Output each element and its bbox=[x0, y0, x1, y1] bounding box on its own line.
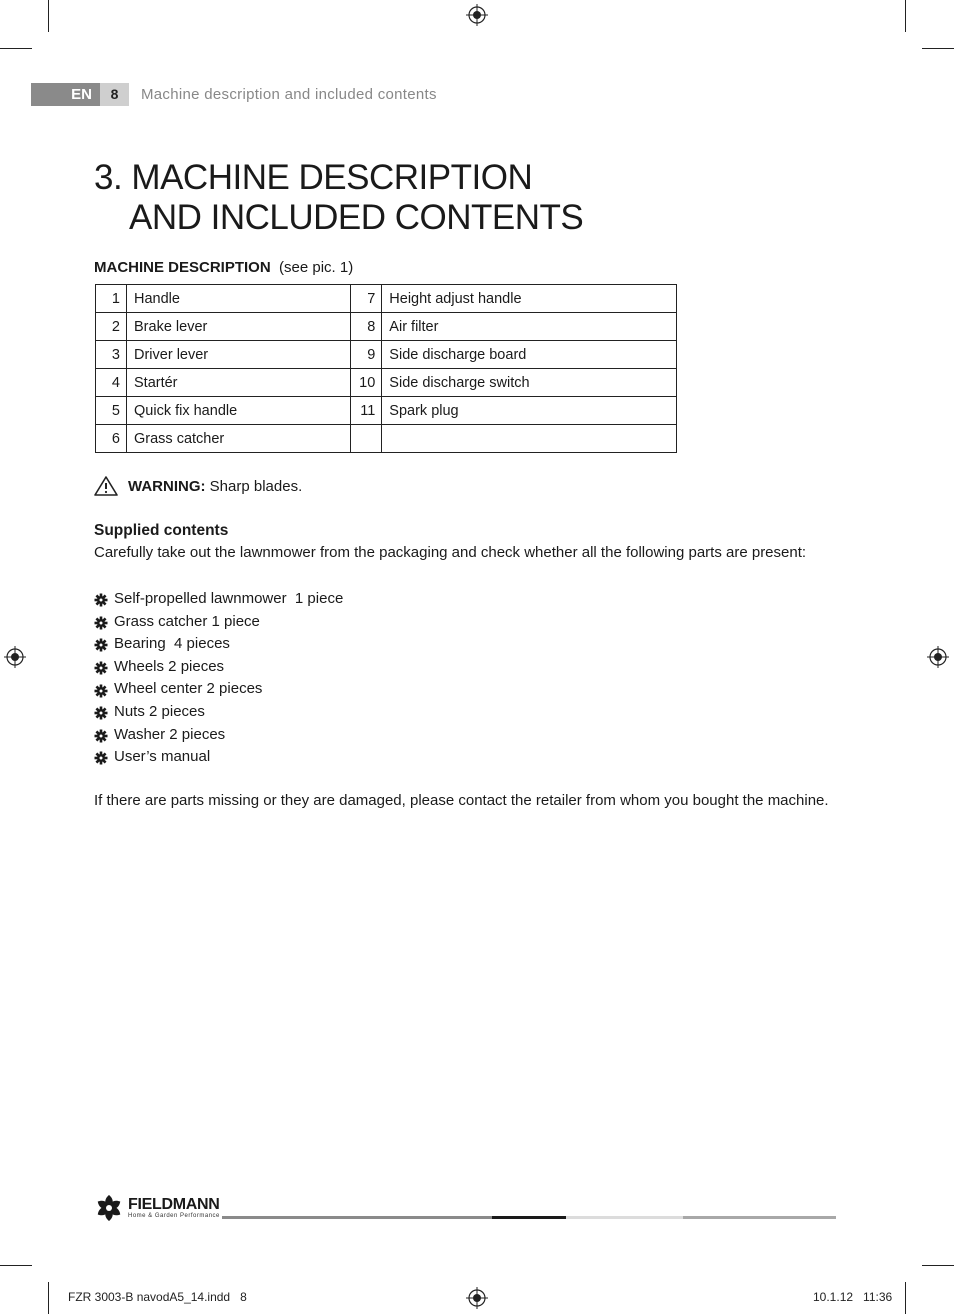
crop-mark bbox=[922, 48, 954, 49]
gear-bullet-icon bbox=[94, 592, 108, 606]
registration-mark-icon bbox=[4, 646, 26, 668]
part-name: Startér bbox=[127, 369, 351, 397]
list-item bbox=[94, 724, 343, 747]
table-row bbox=[96, 369, 677, 397]
registration-mark-icon bbox=[466, 1287, 488, 1309]
title-line-1: 3. MACHINE DESCRIPTION bbox=[94, 158, 533, 197]
section-heading: MACHINE DESCRIPTION bbox=[94, 259, 271, 276]
part-number: 2 bbox=[96, 313, 127, 341]
part-name: Grass catcher bbox=[127, 425, 351, 453]
warning-label: WARNING: bbox=[128, 477, 206, 495]
table-row bbox=[96, 341, 677, 369]
machine-description-heading bbox=[94, 259, 353, 276]
section-note: (see pic. 1) bbox=[279, 259, 354, 276]
gear-bullet-icon bbox=[94, 750, 108, 764]
file-slug: FZR 3003-B navodA5_14.indd 8 bbox=[68, 1290, 247, 1304]
part-number: 5 bbox=[96, 397, 127, 425]
title-line-2: AND INCLUDED CONTENTS bbox=[129, 198, 584, 237]
table-row bbox=[96, 425, 677, 453]
part-number bbox=[351, 425, 382, 453]
crop-mark bbox=[48, 0, 49, 32]
supplied-contents-intro: Carefully take out the lawnmower from the packaging and check whether all the following parts are present: bbox=[94, 544, 807, 561]
page-title bbox=[94, 158, 583, 238]
list-item bbox=[94, 633, 343, 656]
part-name: Air filter bbox=[382, 313, 677, 341]
warning-line bbox=[94, 476, 302, 496]
gear-bullet-icon bbox=[94, 705, 108, 719]
closing-note: If there are parts missing or they are damaged, please contact the retailer from whom you bought the machine. bbox=[94, 792, 829, 809]
supplied-contents-heading: Supplied contents bbox=[94, 522, 229, 539]
part-number: 11 bbox=[351, 397, 382, 425]
brand-tagline: Home & Garden Performance bbox=[128, 1213, 220, 1219]
supplied-items-list bbox=[94, 588, 343, 769]
crop-mark bbox=[0, 1265, 32, 1266]
registration-mark-icon bbox=[466, 4, 488, 26]
brand-name: FIELDMANN bbox=[128, 1196, 220, 1213]
part-number: 7 bbox=[351, 285, 382, 313]
date-slug: 10.1.12 11:36 bbox=[813, 1290, 893, 1304]
part-number: 8 bbox=[351, 313, 382, 341]
list-item-text: Wheels 2 pieces bbox=[114, 657, 225, 675]
part-number: 3 bbox=[96, 341, 127, 369]
parts-table bbox=[95, 284, 677, 453]
gear-bullet-icon bbox=[94, 637, 108, 651]
part-name: Side discharge switch bbox=[382, 369, 677, 397]
part-name bbox=[382, 425, 677, 453]
warning-text: Sharp blades. bbox=[209, 477, 303, 495]
part-number: 9 bbox=[351, 341, 382, 369]
gear-bullet-icon bbox=[94, 660, 108, 674]
running-header: Machine description and included contents bbox=[141, 86, 437, 103]
list-item-text: Self-propelled lawnmower 1 piece bbox=[114, 590, 344, 607]
part-name: Height adjust handle bbox=[382, 285, 677, 313]
part-name: Quick fix handle bbox=[127, 397, 351, 425]
list-item bbox=[94, 701, 343, 724]
fieldmann-logo-icon bbox=[94, 1193, 124, 1223]
part-number: 10 bbox=[351, 369, 382, 397]
table-row bbox=[96, 285, 677, 313]
part-name: Handle bbox=[127, 285, 351, 313]
list-item-text: User’s manual bbox=[114, 748, 211, 766]
gear-bullet-icon bbox=[94, 683, 108, 697]
list-item-text: Grass catcher 1 piece bbox=[114, 612, 260, 630]
list-item-text: Wheel center 2 pieces bbox=[114, 680, 263, 698]
gear-bullet-icon bbox=[94, 728, 108, 742]
list-item bbox=[94, 678, 343, 701]
crop-mark bbox=[0, 48, 32, 49]
part-number: 4 bbox=[96, 369, 127, 397]
gear-bullet-icon bbox=[94, 615, 108, 629]
part-number: 6 bbox=[96, 425, 127, 453]
list-item-text: Washer 2 pieces bbox=[114, 725, 226, 743]
table-row bbox=[96, 313, 677, 341]
footer-bar-segment bbox=[492, 1216, 566, 1219]
fieldmann-logo bbox=[94, 1193, 220, 1223]
footer-bar-segment bbox=[566, 1216, 683, 1219]
table-row bbox=[96, 397, 677, 425]
list-item-text: Bearing 4 pieces bbox=[114, 635, 230, 653]
part-name: Driver lever bbox=[127, 341, 351, 369]
page-number: 8 bbox=[100, 83, 129, 106]
part-name: Side discharge board bbox=[382, 341, 677, 369]
list-item bbox=[94, 656, 343, 679]
crop-mark bbox=[905, 0, 906, 32]
logo-text bbox=[128, 1197, 220, 1219]
list-item bbox=[94, 611, 343, 634]
list-item bbox=[94, 588, 343, 611]
part-number: 1 bbox=[96, 285, 127, 313]
list-item-text: Nuts 2 pieces bbox=[114, 702, 205, 720]
part-name: Brake lever bbox=[127, 313, 351, 341]
crop-mark bbox=[48, 1282, 49, 1314]
crop-mark bbox=[922, 1265, 954, 1266]
warning-icon bbox=[94, 476, 118, 496]
footer-bar-segment bbox=[683, 1216, 836, 1219]
part-name: Spark plug bbox=[382, 397, 677, 425]
footer-bar-segment bbox=[222, 1216, 492, 1219]
list-item bbox=[94, 746, 343, 769]
crop-mark bbox=[905, 1282, 906, 1314]
language-tab: EN bbox=[31, 83, 100, 106]
registration-mark-icon bbox=[927, 646, 949, 668]
